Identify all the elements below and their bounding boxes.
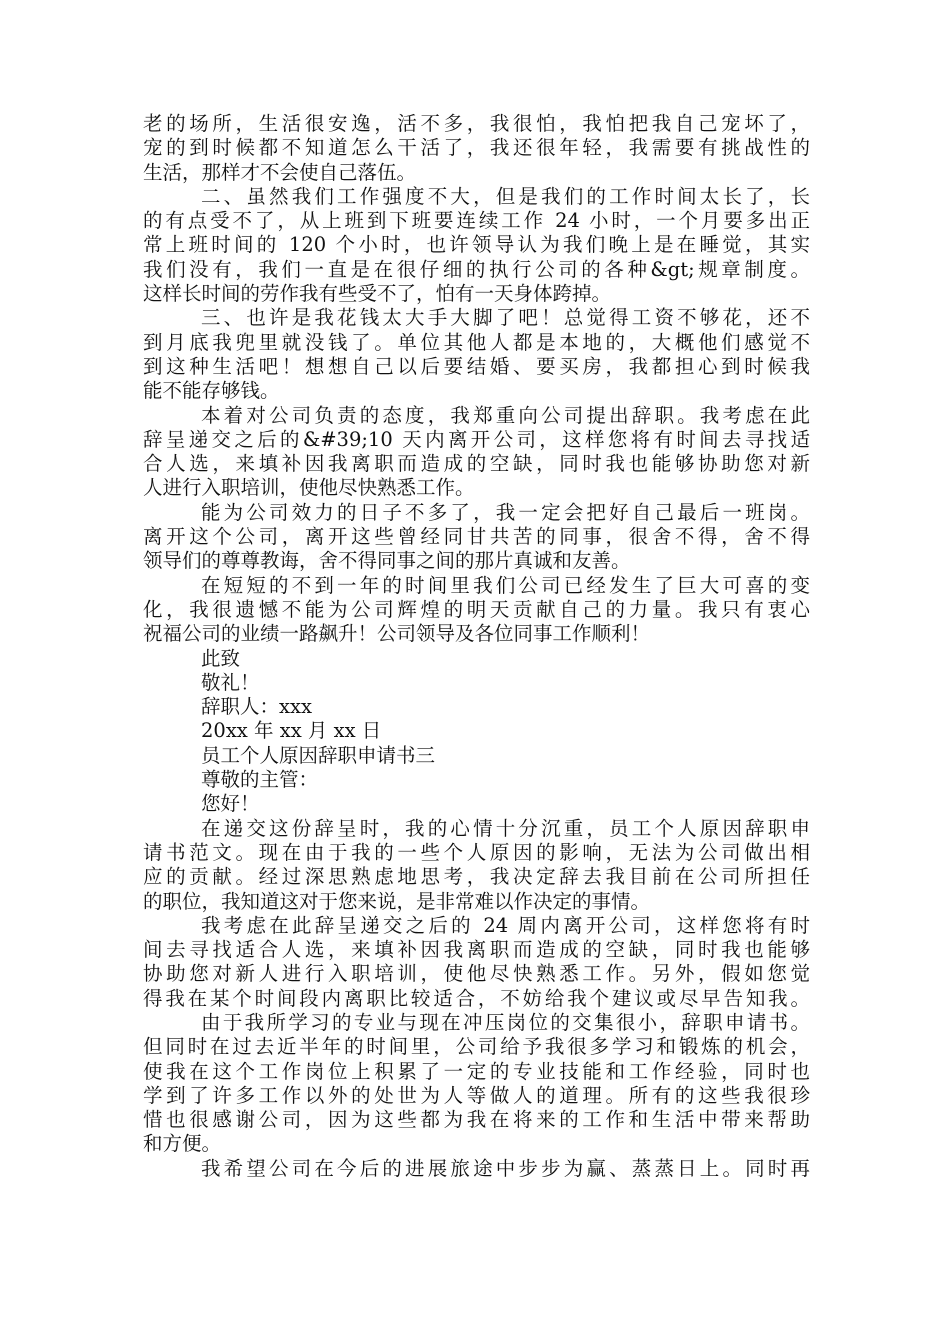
- text-line: 我们没有，我们一直是在很仔细的执行公司的各种&gt;规章制度。: [143, 257, 810, 281]
- text-line: 得我在某个时间段内离职比较适合，不妨给我个建议或尽早告知我。: [143, 986, 810, 1010]
- text-line: 能不能存够钱。: [143, 379, 280, 403]
- text-line: 这样长时间的劳作我有些受不了，怕有一天身体跨掉。: [143, 282, 612, 306]
- text-line: 合人选，来填补因我离职而造成的空缺，同时我也能够协助您对新: [143, 452, 810, 476]
- text-line: 我希望公司在今后的进展旅途中步步为赢、蒸蒸日上。同时再: [201, 1156, 810, 1180]
- text-line: 但同时在过去近半年的时间里，公司给予我很多学习和锻炼的机会，: [143, 1035, 810, 1059]
- text-line: 生活，那样才不会使自己落伍。: [143, 160, 417, 184]
- text-line: 使我在这个工作岗位上积累了一定的专业技能和工作经验，同时也: [143, 1059, 810, 1083]
- text-line: 学到了许多工作以外的处世为人等做人的道理。所有的这些我很珍: [143, 1083, 810, 1107]
- text-line: 辞呈递交之后的&#39;10 天内离开公司，这样您将有时间去寻找适: [143, 427, 810, 451]
- text-line: 三、也许是我花钱太大手大脚了吧！总觉得工资不够花，还不: [201, 306, 810, 330]
- text-line: 您好！: [201, 792, 260, 816]
- text-line: 的有点受不了，从上班到下班要连续工作 24 小时，一个月要多出正: [143, 209, 810, 233]
- text-line: 20xx 年 xx 月 xx 日: [201, 719, 382, 743]
- text-line: 我考虑在此辞呈递交之后的 24 周内离开公司，这样您将有时: [201, 913, 810, 937]
- text-line: 在短短的不到一年的时间里我们公司已经发生了巨大可喜的变: [201, 573, 810, 597]
- text-line: 宠的到时候都不知道怎么干活了，我还很年轻，我需要有挑战性的: [143, 136, 810, 160]
- text-line: 二、虽然我们工作强度不大，但是我们的工作时间太长了，长: [201, 184, 810, 208]
- text-line: 间去寻找适合人选，来填补因我离职而造成的空缺，同时我也能够: [143, 938, 810, 962]
- text-line: 到这种生活吧！想想自己以后要结婚、要买房，我都担心到时候我: [143, 354, 810, 378]
- text-line: 老的场所，生活很安逸，活不多，我很怕，我怕把我自己宠坏了，: [143, 112, 810, 135]
- text-line: 祝福公司的业绩一路飙升！公司领导及各位同事工作顺利！: [143, 622, 651, 646]
- text-line: 惜也很感谢公司，因为这些都为我在将来的工作和生活中带来帮助: [143, 1108, 810, 1132]
- text-line: 员工个人原因辞职申请书三: [201, 743, 436, 767]
- text-line: 离开这个公司，离开这些曾经同甘共苦的同事，很舍不得，舍不得: [143, 525, 810, 549]
- text-line: 领导们的尊尊教诲，舍不得同事之间的那片真诚和友善。: [143, 549, 631, 573]
- text-line: 的职位，我知道这对于您来说，是非常难以作决定的事情。: [143, 889, 651, 913]
- text-line: 此致: [201, 646, 241, 670]
- text-line: 协助您对新人进行入职培训，使他尽快熟悉工作。另外，假如您觉: [143, 962, 810, 986]
- text-line: 请书范文。现在由于我的一些个人原因的影响，无法为公司做出相: [143, 840, 810, 864]
- text-line: 和方便。: [143, 1132, 222, 1156]
- text-line: 常上班时间的 120 个小时，也许领导认为我们晚上是在睡觉，其实: [143, 233, 810, 257]
- text-line: 人进行入职培训，使他尽快熟悉工作。: [143, 476, 475, 500]
- text-line: 尊敬的主管：: [201, 768, 319, 792]
- text-line: 应的贡献。经过深思熟虑地思考，我决定辞去我目前在公司所担任: [143, 865, 810, 889]
- document-body: [143, 112, 810, 1181]
- text-line: 敬礼！: [201, 670, 260, 694]
- text-line: 在递交这份辞呈时，我的心情十分沉重，员工个人原因辞职申: [201, 816, 810, 840]
- text-line: 本着对公司负责的态度，我郑重向公司提出辞职。我考虑在此: [201, 403, 810, 427]
- text-line: 辞职人：xxx: [201, 695, 312, 719]
- text-line: 能为公司效力的日子不多了，我一定会把好自己最后一班岗。: [201, 500, 810, 524]
- text-line: 由于我所学习的专业与现在冲压岗位的交集很小，辞职申请书。: [201, 1010, 810, 1034]
- text-line: 到月底我兜里就没钱了。单位其他人都是本地的，大概他们感觉不: [143, 330, 810, 354]
- text-line: 化，我很遗憾不能为公司辉煌的明天贡献自己的力量。我只有衷心: [143, 597, 810, 621]
